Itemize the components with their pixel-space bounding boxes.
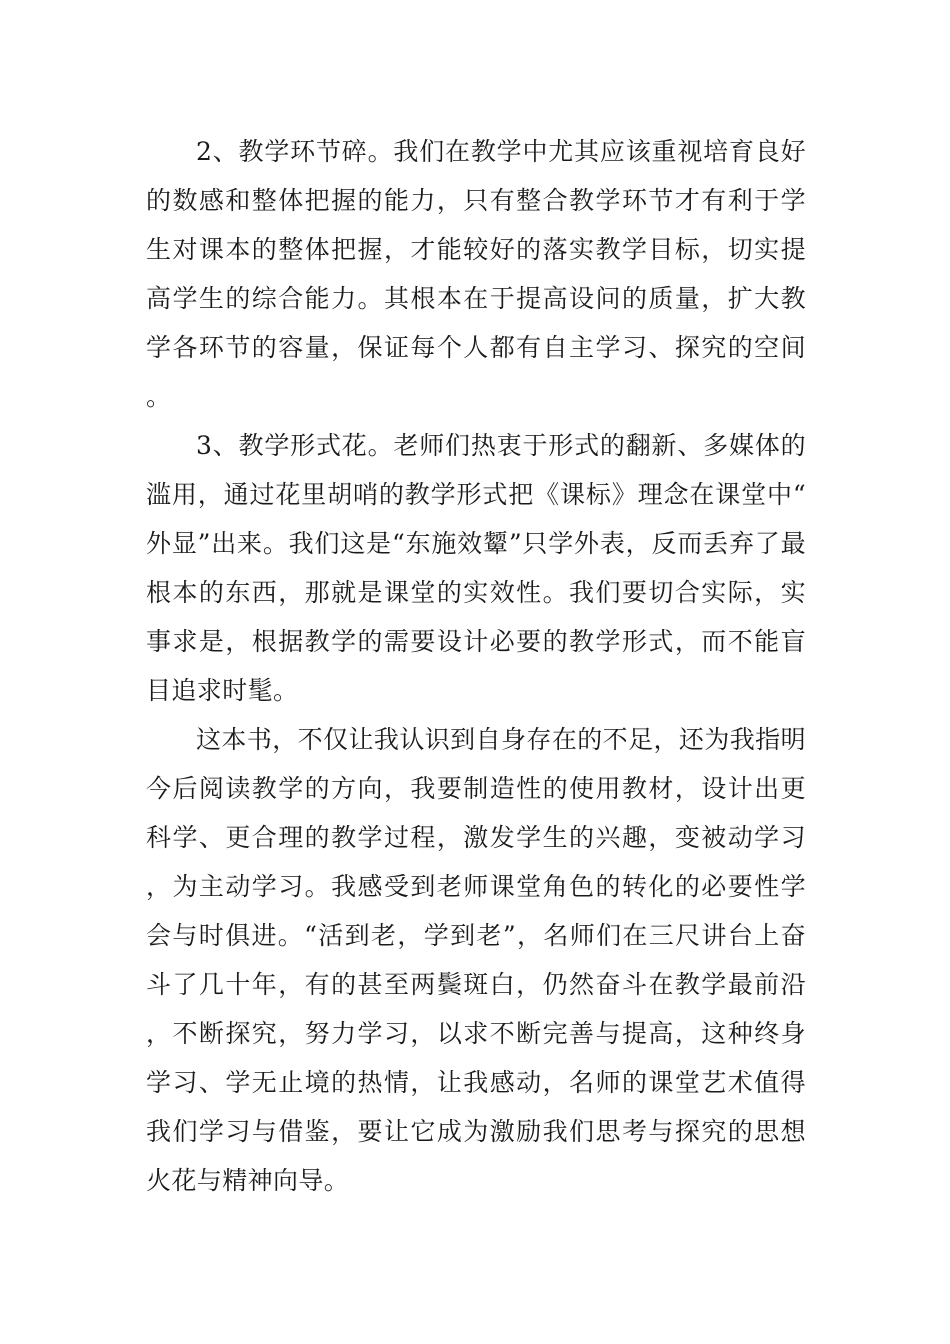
- paragraph-book-reflection: 这本书，不仅让我认识到自身存在的不足，还为我指明今后阅读教学的方向，我要制造性的使用教材，设计出更科学、更合理的教学过程，激发学生的兴趣，变被动学习，为主动学习。我感受到老师课堂角色的转化的必要性学会与时俱进。“活到老，学到老”，名师们在三尺讲台上奋斗了几十年，有的甚至两鬓斑白，仍然奋斗在教学最前沿，不断探究，努力学习，以求不断完善与提高，这种终身学习、学无止境的热情，让我感动，名师的课堂艺术值得我们学习与借鉴，要让它成为激励我们思考与探究的思想火花与精神向导。: [146, 725, 806, 1195]
- paragraph-teaching-forms: 3、教学形式花。老师们热衷于形式的翻新、多媒体的滥用，通过花里胡哨的教学形式把《课标》理念在课堂中“外显”出来。我们这是“东施效颦”只学外表，反而丢弃了最根本的东西，那就是课堂的实效性。我们要切合实际，实事求是，根据教学的需要设计必要的教学形式，而不能盲目追求时髦。: [146, 431, 806, 705]
- document-body: [146, 127, 806, 1205]
- paragraph-teaching-steps: 2、教学环节碎。我们在教学中尤其应该重视培育良好的数感和整体把握的能力，只有整合教学环节才有利于学生对课本的整体把握，才能较好的落实教学目标，切实提高学生的综合能力。其根本在于提高设问的质量，扩大教学各环节的容量，保证每个人都有自主学习、探究的空间。: [146, 137, 806, 411]
